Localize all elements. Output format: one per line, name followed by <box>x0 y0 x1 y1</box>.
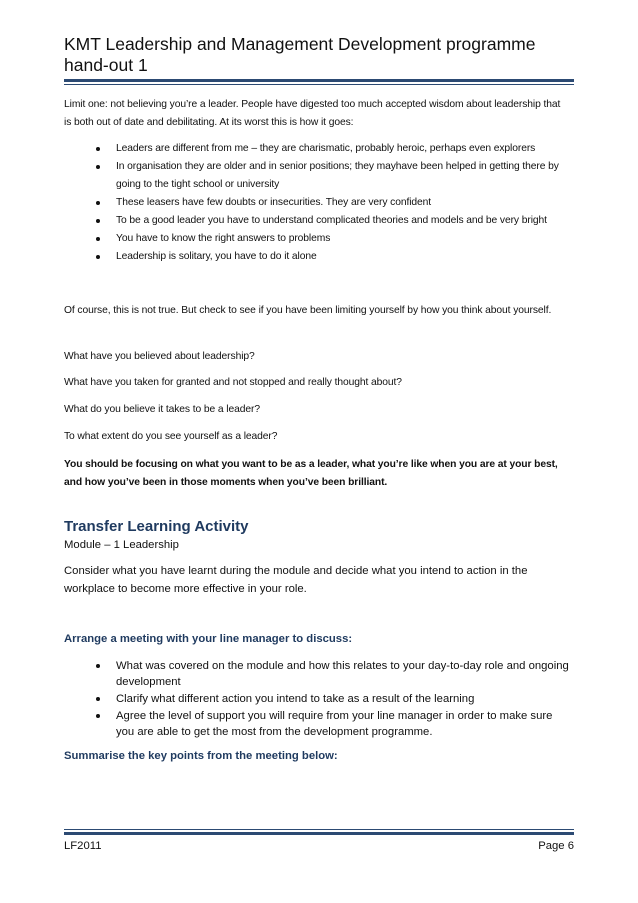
footer-rule-thin <box>64 829 574 830</box>
list-item: Agree the level of support you will require from your line manager in order to make sure you are able to get the most from the development programme. <box>64 708 569 740</box>
transfer-bullet-list <box>64 658 569 741</box>
header-rule-thin <box>64 84 574 85</box>
intro-paragraph: Limit one: not believing you’re a leader. People have digested too much accepted wisdom about leadership that is both out of date and debilitating. At its worst this is how it goes: <box>64 99 561 128</box>
question-4: To what extent do you see yourself as a leader? <box>64 431 278 442</box>
arrange-heading: Arrange a meeting with your line manager to discuss: <box>64 633 353 645</box>
summarise-heading: Summarise the key points from the meeting below: <box>64 750 338 762</box>
after-paragraph: Of course, this is not true. But check to see if you have been limiting yourself by how you think about yourself. <box>64 305 552 316</box>
document-header-title: KMT Leadership and Management Development programme hand-out 1 <box>64 34 536 75</box>
list-item: Clarify what different action you intend to take as a result of the learning <box>64 691 569 707</box>
bullet-icon <box>96 219 100 223</box>
closing-bold-paragraph: You should be focusing on what you want to be as a leader, what you’re like when you are at your best, and how you’ve been in those moments when you’ve been brilliant. <box>64 459 558 488</box>
bullet-icon <box>96 255 100 259</box>
bullet-icon <box>96 664 100 668</box>
list-item: You have to know the right answers to problems <box>64 230 569 248</box>
bullet-icon <box>96 147 100 151</box>
bullet-icon <box>96 714 100 718</box>
bullet-icon <box>96 237 100 241</box>
bullet-icon <box>96 165 100 169</box>
list-item: Leadership is solitary, you have to do it alone <box>64 248 569 266</box>
page-number: Page 6 <box>538 840 574 852</box>
list-item: Leaders are different from me – they are charismatic, probably heroic, perhaps even explorers <box>64 140 569 158</box>
list-item: These leasers have few doubts or insecurities. They are very confident <box>64 194 569 212</box>
intro-bullet-list <box>64 140 569 266</box>
question-3: What do you believe it takes to be a leader? <box>64 404 260 415</box>
question-1: What have you believed about leadership? <box>64 351 255 362</box>
question-2: What have you taken for granted and not stopped and really thought about? <box>64 377 402 388</box>
list-item: What was covered on the module and how this relates to your day-to-day role and ongoing development <box>64 658 569 690</box>
footer-left: LF2011 <box>64 840 102 852</box>
transfer-heading: Transfer Learning Activity <box>64 518 249 535</box>
transfer-paragraph: Consider what you have learnt during the module and decide what you intend to action in the workplace to become more effective in your role. <box>64 565 528 595</box>
list-item: In organisation they are older and in senior positions; they mayhave been helped in getting there by going to the tight school or university <box>64 158 569 194</box>
transfer-subheading: Module – 1 Leadership <box>64 539 179 551</box>
header-rule-thick <box>64 79 574 82</box>
list-item: To be a good leader you have to understand complicated theories and models and be very bright <box>64 212 569 230</box>
footer-rule-thick <box>64 832 574 835</box>
bullet-icon <box>96 697 100 701</box>
bullet-icon <box>96 201 100 205</box>
